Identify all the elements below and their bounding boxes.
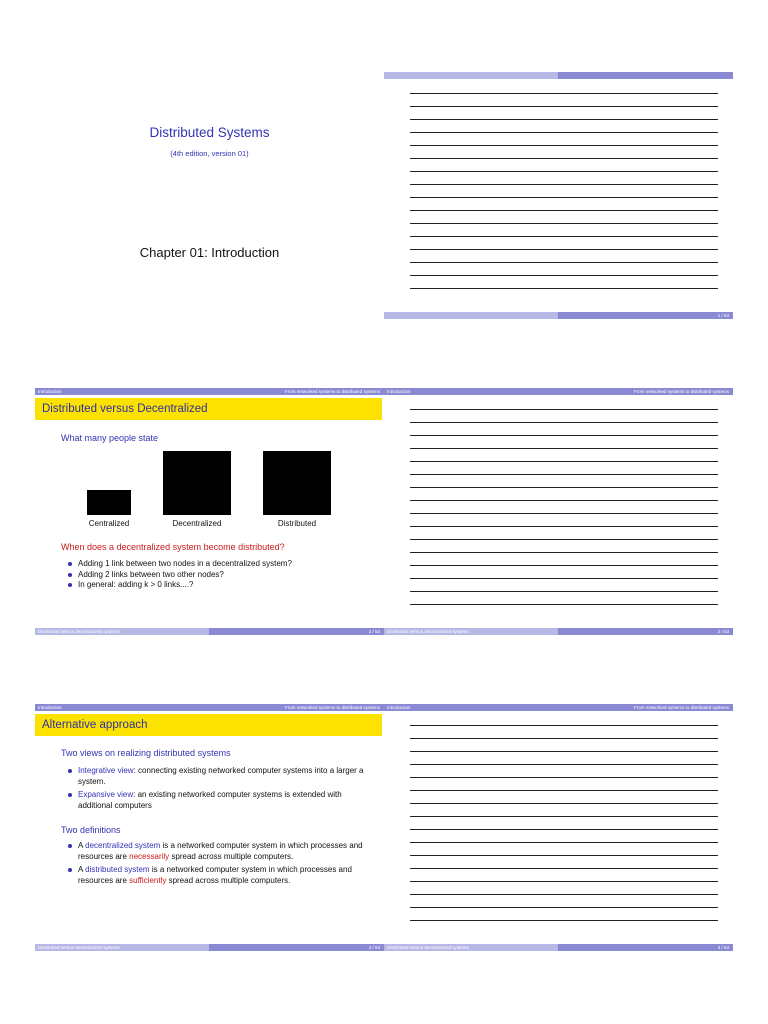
list-item: A distributed system is a networked computer system in which processes and resources are sufficiently spread across multiple computers. [66, 865, 366, 886]
notes-page-3-header-bar [384, 704, 733, 711]
figure-distributed [263, 451, 331, 515]
question-bullets [66, 559, 366, 591]
page-number: 3 / 53 [717, 945, 729, 950]
heading-two-views: Two views on realizing distributed systems [61, 748, 231, 758]
caption-decentralized: Decentralized [172, 519, 222, 528]
page-number: 3 / 53 [368, 945, 380, 950]
views-list [66, 766, 366, 814]
term-expansive-view: Expansive view [78, 790, 134, 799]
definitions-list [66, 841, 366, 889]
slide-3-header-bar [35, 704, 384, 711]
header-section: Introduction [38, 389, 62, 394]
header-section: Introduction [38, 705, 62, 710]
header-subsection: From networked systems to distributed systems [284, 389, 380, 394]
caption-centralized: Centralized [88, 519, 130, 528]
notes-page-1 [384, 72, 733, 320]
notes-page-2 [384, 388, 733, 636]
slide-3-footer-bar [35, 944, 384, 951]
list-item: Expansive view: an existing networked computer systems is extended with additional computers [66, 790, 366, 811]
notes-page-3 [384, 704, 733, 952]
notes-page-1-footer-bar [384, 312, 733, 319]
list-item: Integrative view: connecting existing networked computer systems into a larger a system. [66, 766, 366, 787]
keyword-sufficiently: sufficiently [129, 875, 167, 885]
keyword-necessarily: necessarily [129, 851, 170, 861]
term-integrative-view: Integrative view [78, 766, 134, 775]
slide-2 [35, 388, 384, 636]
title-slide-title: Distributed Systems [149, 125, 270, 140]
notes-page-2-footer-bar [384, 628, 733, 635]
footer-section: Distributed versus decentralized systems [38, 629, 120, 634]
frame-title: Alternative approach [35, 714, 382, 736]
notes-page-2-header-bar [384, 388, 733, 395]
list-item: Adding 2 links between two other nodes? [66, 570, 366, 581]
frame-title: Distributed versus Decentralized [35, 398, 382, 420]
slide-2-footer-bar [35, 628, 384, 635]
page-number: 1 / 53 [717, 313, 729, 318]
term-decentralized-system: decentralized system [85, 841, 161, 850]
header-section: Introduction [387, 389, 411, 394]
question-heading: When does a decentralized system become distributed? [61, 542, 285, 552]
page-number: 2 / 53 [368, 629, 380, 634]
notes-page-3-footer-bar [384, 944, 733, 951]
page-number: 2 / 53 [717, 629, 729, 634]
header-subsection: From networked systems to distributed systems [633, 705, 729, 710]
caption-distributed: Distributed [277, 519, 317, 528]
term-distributed-system: distributed system [85, 865, 150, 874]
figure-decentralized [163, 451, 231, 515]
title-slide [35, 72, 384, 320]
list-item: A decentralized system is a networked computer system in which processes and resources are necessarily spread across multiple computers. [66, 841, 366, 862]
list-item: In general: adding k > 0 links....? [66, 580, 366, 591]
footer-section: Distributed versus decentralized systems [38, 945, 120, 950]
slide-3 [35, 704, 384, 952]
header-section: Introduction [387, 705, 411, 710]
header-subsection: From networked systems to distributed systems [633, 389, 729, 394]
slide-2-header-bar [35, 388, 384, 395]
figure-centralized [87, 490, 131, 515]
heading-two-definitions: Two definitions [61, 825, 121, 835]
list-item: Adding 1 link between two nodes in a decentralized system? [66, 559, 366, 570]
footer-section: Distributed versus decentralized systems [387, 629, 469, 634]
title-slide-chapter: Chapter 01: Introduction [139, 245, 280, 260]
heading-what-many-people-state: What many people state [61, 433, 159, 443]
title-slide-subtitle: (4th edition, version 01) [170, 149, 249, 158]
header-subsection: From networked systems to distributed systems [284, 705, 380, 710]
footer-section: Distributed versus decentralized systems [387, 945, 469, 950]
notes-page-1-header-bar [384, 72, 733, 79]
